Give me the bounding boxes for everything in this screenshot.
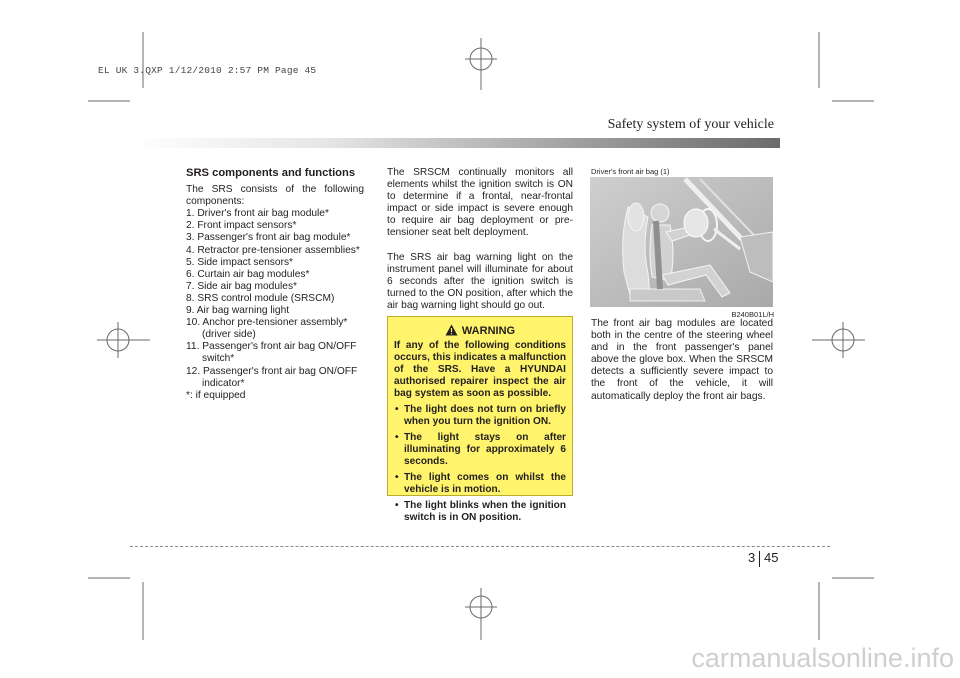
watermark: carmanualsonline.info [691,643,954,673]
warning-title: WARNING [461,325,516,337]
list-item: 2. Front impact sensors* [186,220,297,232]
registration-mark-bottom [465,588,497,640]
figure-caption: Driver's front air bag (1) [591,167,670,176]
list-item: 8. SRS control module (SRSCM) [186,292,335,304]
warning-bullet [394,432,566,468]
page-number-divider [759,551,760,567]
bullet-icon: • [395,500,399,511]
list-item-text: 11. Passenger's front air bag ON/OFF [186,341,357,353]
driver-airbag-illustration [590,177,773,307]
list-item-continuation: indicator* [202,377,245,389]
figure-code: B240B01L/H [731,310,774,319]
list-item: 6. Curtain air bag modules* [186,268,310,280]
front-airbag-paragraph: The front air bag modules are located both in the centre of the steering wheel and in the front passenger's panel above the glove box. When the SRSCM detects a sufficiently severe impact to the front of the vehicle, it will automatically deploy the front air bags. [591,318,773,402]
list-item: 4. Retractor pre-tensioner assemblies* [186,244,360,256]
bullet-icon: • [395,404,399,415]
warning-bullet-text: The light blinks when the ignition switch is in ON position. [404,500,566,523]
section-heading: SRS components and functions [186,167,356,179]
registration-mark-left [97,322,150,358]
warning-intro: If any of the following conditions occurs, this indicates a malfunction of the SRS. Have a HYUNDAI authorised repairer inspect the air bag system as soon as possible. [394,340,566,399]
components-list [186,208,364,402]
right-column [591,318,773,403]
list-item: 9. Air bag warning light [186,305,290,317]
list-item: 3. Passenger's front air bag module* [186,232,351,244]
srscm-paragraph: The SRSCM continually monitors all elements whilst the ignition switch is ON to determine if a frontal, near-frontal impact or side impact is severe enough to require air bag deployment or pre-tensioner seat belt deployment. [387,167,573,239]
page-number: 45 [764,550,779,565]
list-item-text: 12. Passenger's front air bag ON/OFF [186,365,358,377]
bullet-icon: • [395,432,399,443]
bullet-icon: • [395,472,399,483]
running-header-title: Safety system of your vehicle [607,117,774,132]
list-item [186,317,364,341]
middle-column [387,167,573,312]
warning-bullet [394,472,566,496]
chapter-number: 3 [748,550,756,565]
list-item: 7. Side air bag modules* [186,280,297,292]
footer-dashed-rule [130,546,830,547]
warning-bullet-text: The light comes on whilst the vehicle is in motion. [404,472,566,495]
warning-bullet-text: The light does not turn on briefly when you turn the ignition ON. [404,404,566,427]
warning-bullet [394,404,566,428]
left-column [186,167,364,402]
warning-bullet-text: The light stays on after illuminating for approximately 6 seconds. [404,432,566,467]
list-item-text: 10. Anchor pre-tensioner assembly* [186,317,348,329]
list-item [186,341,364,365]
list-item: 5. Side impact sensors* [186,256,294,268]
footnote: *: if equipped [186,389,246,401]
registration-mark-right [812,322,865,358]
list-item-continuation: (driver side) [202,329,256,341]
list-item: 1. Driver's front air bag module* [186,208,329,220]
header-gradient-bar [130,138,780,148]
registration-mark-top [465,38,497,90]
warning-box [387,316,573,523]
warning-bullet [394,500,566,524]
print-slug: EL UK 3.QXP 1/12/2010 2:57 PM Page 45 [98,65,317,76]
warning-list [394,404,566,524]
list-item-continuation: switch* [202,353,235,365]
intro-text: The SRS consists of the following components: [186,184,364,208]
warning-light-paragraph: The SRS air bag warning light on the instrument panel will illuminate for about 6 seconds after the ignition switch is turned to the ON position, after which the air bag warning light should go out. [387,251,573,311]
warning-heading [394,324,566,337]
warning-triangle-icon [445,324,458,336]
list-item [186,366,364,390]
